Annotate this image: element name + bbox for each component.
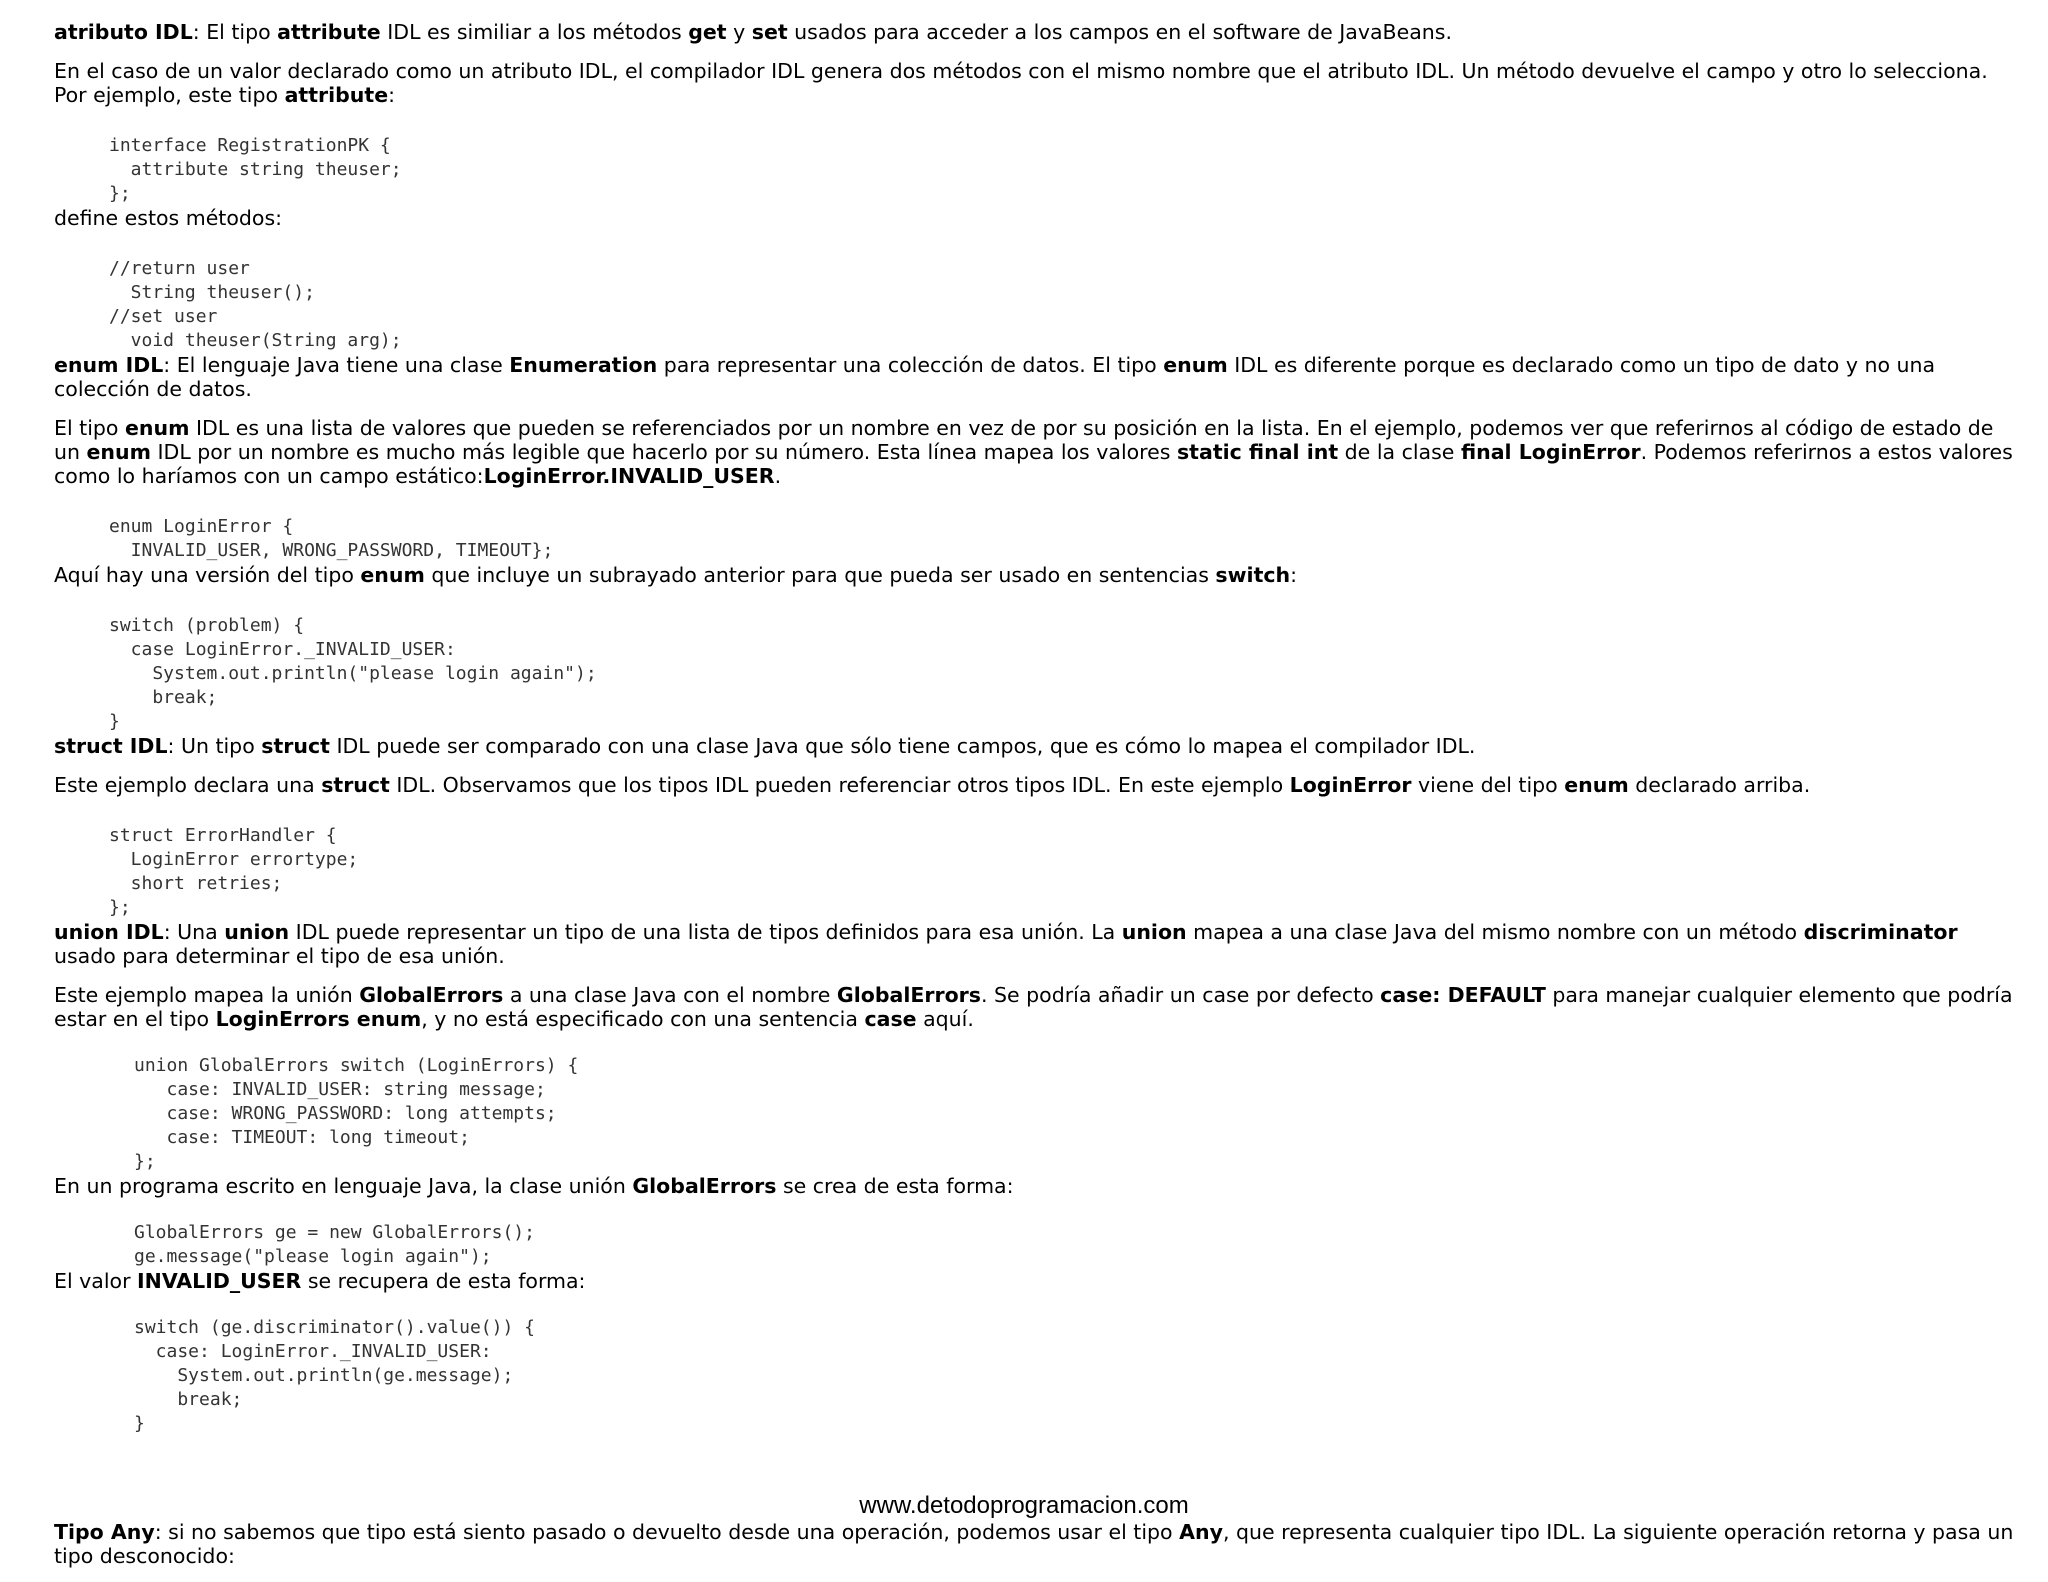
bold-term: get (688, 20, 727, 44)
bold-term: discriminator (1803, 920, 1958, 944)
text-run: El tipo (54, 416, 125, 440)
text-run: viene del tipo (1411, 773, 1565, 797)
bold-term: struct IDL (54, 734, 168, 758)
text-run: mapea a una clase Java del mismo nombre con un método (1186, 920, 1804, 944)
code-block-switch: switch (problem) { case LoginError._INVALID_USER: System.out.println("please login again"); break; } (109, 615, 597, 732)
bold-term: union IDL (54, 920, 164, 944)
text-run: usado para determinar el tipo de esa unión. (54, 944, 505, 968)
text-run: : (1290, 563, 1298, 587)
code-block-methods: //return user String theuser(); //set user void theuser(String arg); (109, 258, 402, 351)
text-run: declarado arriba. (1628, 773, 1811, 797)
bold-term: union (1121, 920, 1187, 944)
text-run: se recupera de esta forma: (301, 1269, 586, 1293)
paragraph-struct-example (54, 773, 2014, 797)
text-run: para manejar cualquier elemento que podría estar en el tipo (54, 983, 2013, 1031)
bold-term: enum (1163, 353, 1228, 377)
paragraph-atributo-explanation (54, 59, 2014, 107)
text-run: que incluye un subrayado anterior para que pueda ser usado en sentencias (424, 563, 1216, 587)
text-run: IDL es similiar a los métodos (380, 20, 689, 44)
text-run: En el caso de un valor declarado como un atributo IDL, el compilador IDL genera dos métodos con el mismo nombre que el atributo IDL. Un método devuelve el campo y otro lo selecciona. Por ejemplo, este tipo (54, 59, 1988, 107)
bold-term: union (224, 920, 290, 944)
paragraph-define-methods (54, 206, 2014, 230)
bold-term: enum (124, 416, 190, 440)
bold-term: enum (1564, 773, 1629, 797)
paragraph-invalid-user (54, 1269, 2014, 1293)
text-run: Este ejemplo mapea la unión (54, 983, 360, 1007)
bold-term: attribute (284, 83, 389, 107)
text-run: : Un tipo (167, 734, 262, 758)
paragraph-atributo-idl (54, 20, 2014, 44)
paragraph-enum-idl (54, 353, 2014, 401)
code-block-interface: interface RegistrationPK { attribute string theuser; }; (109, 135, 402, 204)
text-run: Este ejemplo declara una (54, 773, 322, 797)
text-run: : (388, 83, 396, 107)
text-run: IDL. Observamos que los tipos IDL pueden referenciar otros tipos IDL. En este ejemplo (389, 773, 1290, 797)
text-run: Aquí hay una versión del tipo (54, 563, 361, 587)
bold-term: Any (1179, 1520, 1223, 1544)
text-run: IDL puede ser comparado con una clase Java que sólo tiene campos, que es cómo lo mapea el compilador IDL. (329, 734, 1476, 758)
text-run: : si no sabemos que tipo está siento pasado o devuelto desde una operación, podemos usar el tipo (154, 1520, 1180, 1544)
code-block-discriminator: switch (ge.discriminator().value()) { case: LoginError._INVALID_USER: System.out.println(ge.message); break; } (134, 1317, 535, 1434)
text-run: , que representa cualquier tipo IDL. La siguiente operación retorna y pasa un tipo desconocido: (54, 1520, 2014, 1568)
bold-term: Enumeration (509, 353, 658, 377)
bold-term: attribute (277, 20, 381, 44)
text-run: . Se podría añadir un case por defecto (980, 983, 1381, 1007)
bold-term: static final int (1176, 440, 1339, 464)
text-run: En un programa escrito en lenguaje Java, la clase unión (54, 1174, 633, 1198)
text-run: IDL puede representar un tipo de una lista de tipos definidos para esa unión. La (289, 920, 1122, 944)
text-run: se crea de esta forma: (776, 1174, 1014, 1198)
bold-term: enum (360, 563, 425, 587)
bold-term: case: DEFAULT (1380, 983, 1546, 1007)
bold-term: switch (1215, 563, 1291, 587)
text-run: de la clase (1338, 440, 1461, 464)
code-block-union: union GlobalErrors switch (LoginErrors) { case: INVALID_USER: string message; case: WRONG_PASSWORD: long attempts; case: TIMEOUT: long timeout; }; (134, 1055, 579, 1172)
text-run: : El tipo (192, 20, 278, 44)
bold-term: GlobalErrors (632, 1174, 777, 1198)
text-run: aquí. (916, 1007, 974, 1031)
paragraph-enum-explanation (54, 416, 2014, 488)
code-block-globalerrors: GlobalErrors ge = new GlobalErrors(); ge.message("please login again"); (134, 1222, 535, 1267)
text-run: IDL es diferente porque es declarado como un tipo de dato y no una colección de datos. (54, 353, 1936, 401)
bold-term: GlobalErrors (836, 983, 981, 1007)
footer-website: www.detodoprogramacion.com (859, 1492, 1189, 1519)
bold-term: struct (261, 734, 330, 758)
text-run: para representar una colección de datos. El tipo (657, 353, 1164, 377)
bold-term: INVALID_USER (137, 1269, 302, 1293)
paragraph-struct-idl (54, 734, 2014, 758)
text-run: usados para acceder a los campos en el software de JavaBeans. (787, 20, 1452, 44)
text-run: a una clase Java con el nombre (503, 983, 837, 1007)
text-run: . (774, 464, 782, 488)
tail-section (54, 1520, 2014, 1568)
bold-term: set (751, 20, 788, 44)
text-run: . Podemos referirnos a estos valores como lo haríamos con un campo estático: (54, 440, 2013, 488)
text-run: IDL es una lista de valores que pueden se referenciados por un nombre en vez de por su posición en la lista. En el ejemplo, podemos ver que referirnos al código de estado de un (54, 416, 1994, 464)
bold-term: atributo IDL (54, 20, 193, 44)
bold-term: Tipo Any (54, 1520, 155, 1544)
paragraph-union-java (54, 1174, 2014, 1198)
paragraph-enum-switch (54, 563, 2014, 587)
text-run: y (726, 20, 752, 44)
paragraph-union-idl (54, 920, 2014, 968)
bold-term: LoginErrors enum (215, 1007, 422, 1031)
paragraph-union-example (54, 983, 2014, 1031)
bold-term: GlobalErrors (359, 983, 504, 1007)
code-block-struct: struct ErrorHandler { LoginError errortype; short retries; }; (109, 825, 359, 918)
bold-term: enum IDL (54, 353, 164, 377)
text-run: El valor (54, 1269, 138, 1293)
code-block-enum: enum LoginError { INVALID_USER, WRONG_PASSWORD, TIMEOUT}; (109, 516, 554, 561)
document-page (54, 20, 2014, 1436)
text-run: IDL por un nombre es mucho más legible que hacerlo por su número. Esta línea mapea los valores (150, 440, 1177, 464)
text-run: define estos métodos: (54, 206, 283, 230)
paragraph-tipo-any (54, 1520, 2014, 1568)
bold-term: LoginError.INVALID_USER (483, 464, 775, 488)
bold-term: case (864, 1007, 917, 1031)
text-run: : Una (163, 920, 225, 944)
bold-term: LoginError (1289, 773, 1412, 797)
bold-term: struct (321, 773, 390, 797)
bold-term: enum (86, 440, 151, 464)
text-run: : El lenguaje Java tiene una clase (163, 353, 510, 377)
text-run: , y no está especificado con una sentencia (421, 1007, 865, 1031)
bold-term: final LoginError (1460, 440, 1641, 464)
